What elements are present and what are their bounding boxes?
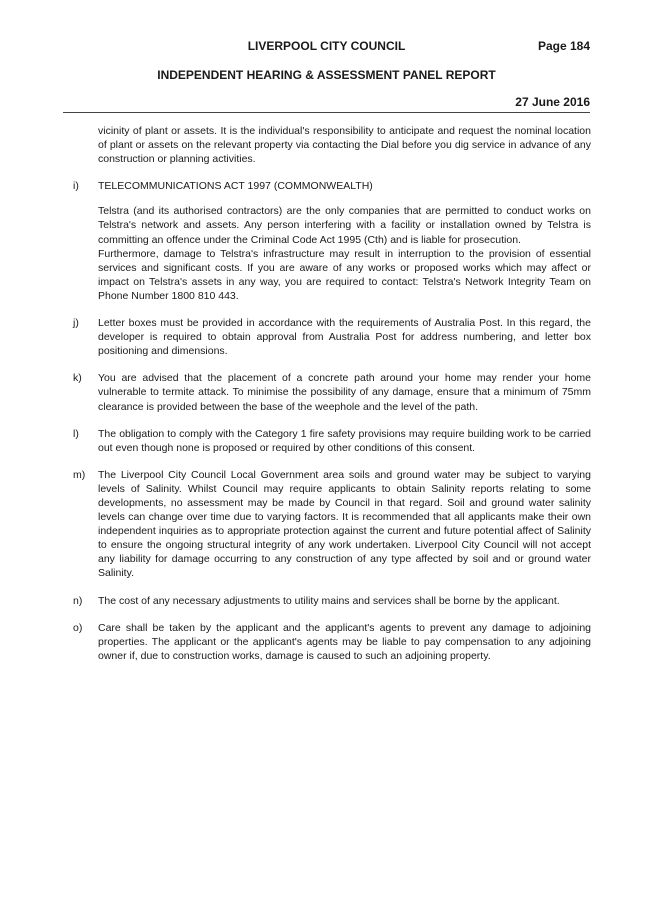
item-paragraph: Telstra (and its authorised contractors) are the only companies that are permitted to conduct works on Telstra's network and assets. Any person interfering with a facility or installation owned by Telstra is committing an offence under the Criminal Code Act 1995 (Cth) and is liable for prosecution. <box>98 205 591 246</box>
list-item-l <box>73 427 591 455</box>
item-marker: l) <box>73 427 79 440</box>
report-date: 27 June 2016 <box>515 95 590 109</box>
item-text: You are advised that the placement of a concrete path around your home may render your home vulnerable to termite attack. To minimise the possibility of any damage, ensure that a minimum of 75mm clearance is provided between the base of the weephole and the level of the path. <box>98 372 591 413</box>
item-marker: o) <box>73 621 83 634</box>
item-text: The obligation to comply with the Category 1 fire safety provisions may require building work to be carried out even though none is proposed or required by other conditions of this consent. <box>98 427 591 454</box>
list-item-i <box>73 179 591 303</box>
item-marker: j) <box>73 317 79 330</box>
header-rule <box>63 112 590 113</box>
list-item-o <box>73 621 591 663</box>
item-heading: TELECOMMUNICATIONS ACT 1997 (COMMONWEALTH) <box>98 180 373 193</box>
header-row <box>0 37 653 55</box>
item-text: Care shall be taken by the applicant and the applicant's agents to prevent any damage to adjoining properties. The applicant or the applicant's agents may be liable to pay compensation to any adjoining owner if, due to construction works, damage is caused to such an adjoining property. <box>98 621 591 662</box>
list-item-n <box>73 594 591 608</box>
list-item-k <box>73 371 591 413</box>
report-title: INDEPENDENT HEARING & ASSESSMENT PANEL REPORT <box>157 68 496 82</box>
list-item-m <box>73 468 591 581</box>
item-marker: n) <box>73 594 83 607</box>
intro-paragraph: vicinity of plant or assets. It is the individual's responsibility to anticipate and request the nominal location of plant or assets on the relevant property via contacting the Dial before you dig service in advance of any construction or planning activities. <box>98 125 591 166</box>
item-marker: k) <box>73 372 82 385</box>
item-text: The cost of any necessary adjustments to utility mains and services shall be borne by the applicant. <box>98 594 560 607</box>
list-item-j <box>73 316 591 358</box>
item-text: Letter boxes must be provided in accordance with the requirements of Australia Post. In this regard, the developer is required to obtain approval from Australia Post for address numbering, and letter box positioning and dimensions. <box>98 317 591 358</box>
council-name: LIVERPOOL CITY COUNCIL <box>247 39 406 53</box>
item-text: The Liverpool City Council Local Government area soils and ground water may be subject to varying levels of Salinity. Whilst Council may require applicants to obtain Salinity reports relating to some developments, no assessment may be made by Council in that regard. Soil and ground water salinity levels can change over time due to varying factors. It is recommended that all applicants make their own independent inquiries as to appropriate protection against the current and future potential affect of Salinity to ensure the ongoing structural integrity of any work undertaken. Liverpool City Council will not accept any liability for damage occurring to any construction of any type affected by soil and or ground water Salinity. <box>98 468 591 580</box>
item-paragraph: Furthermore, damage to Telstra's infrastructure may result in interruption to the provision of essential services and significant costs. If you are aware of any works or proposed works which may affect or impact on Telstra's assets in any way, you are required to contact: Telstra's Network Integrity Team on Phone Number 1800 810 443. <box>98 247 591 302</box>
page-number: Page 184 <box>537 39 590 53</box>
item-marker: i) <box>73 180 79 193</box>
page-content <box>73 124 591 663</box>
item-marker: m) <box>73 468 86 481</box>
